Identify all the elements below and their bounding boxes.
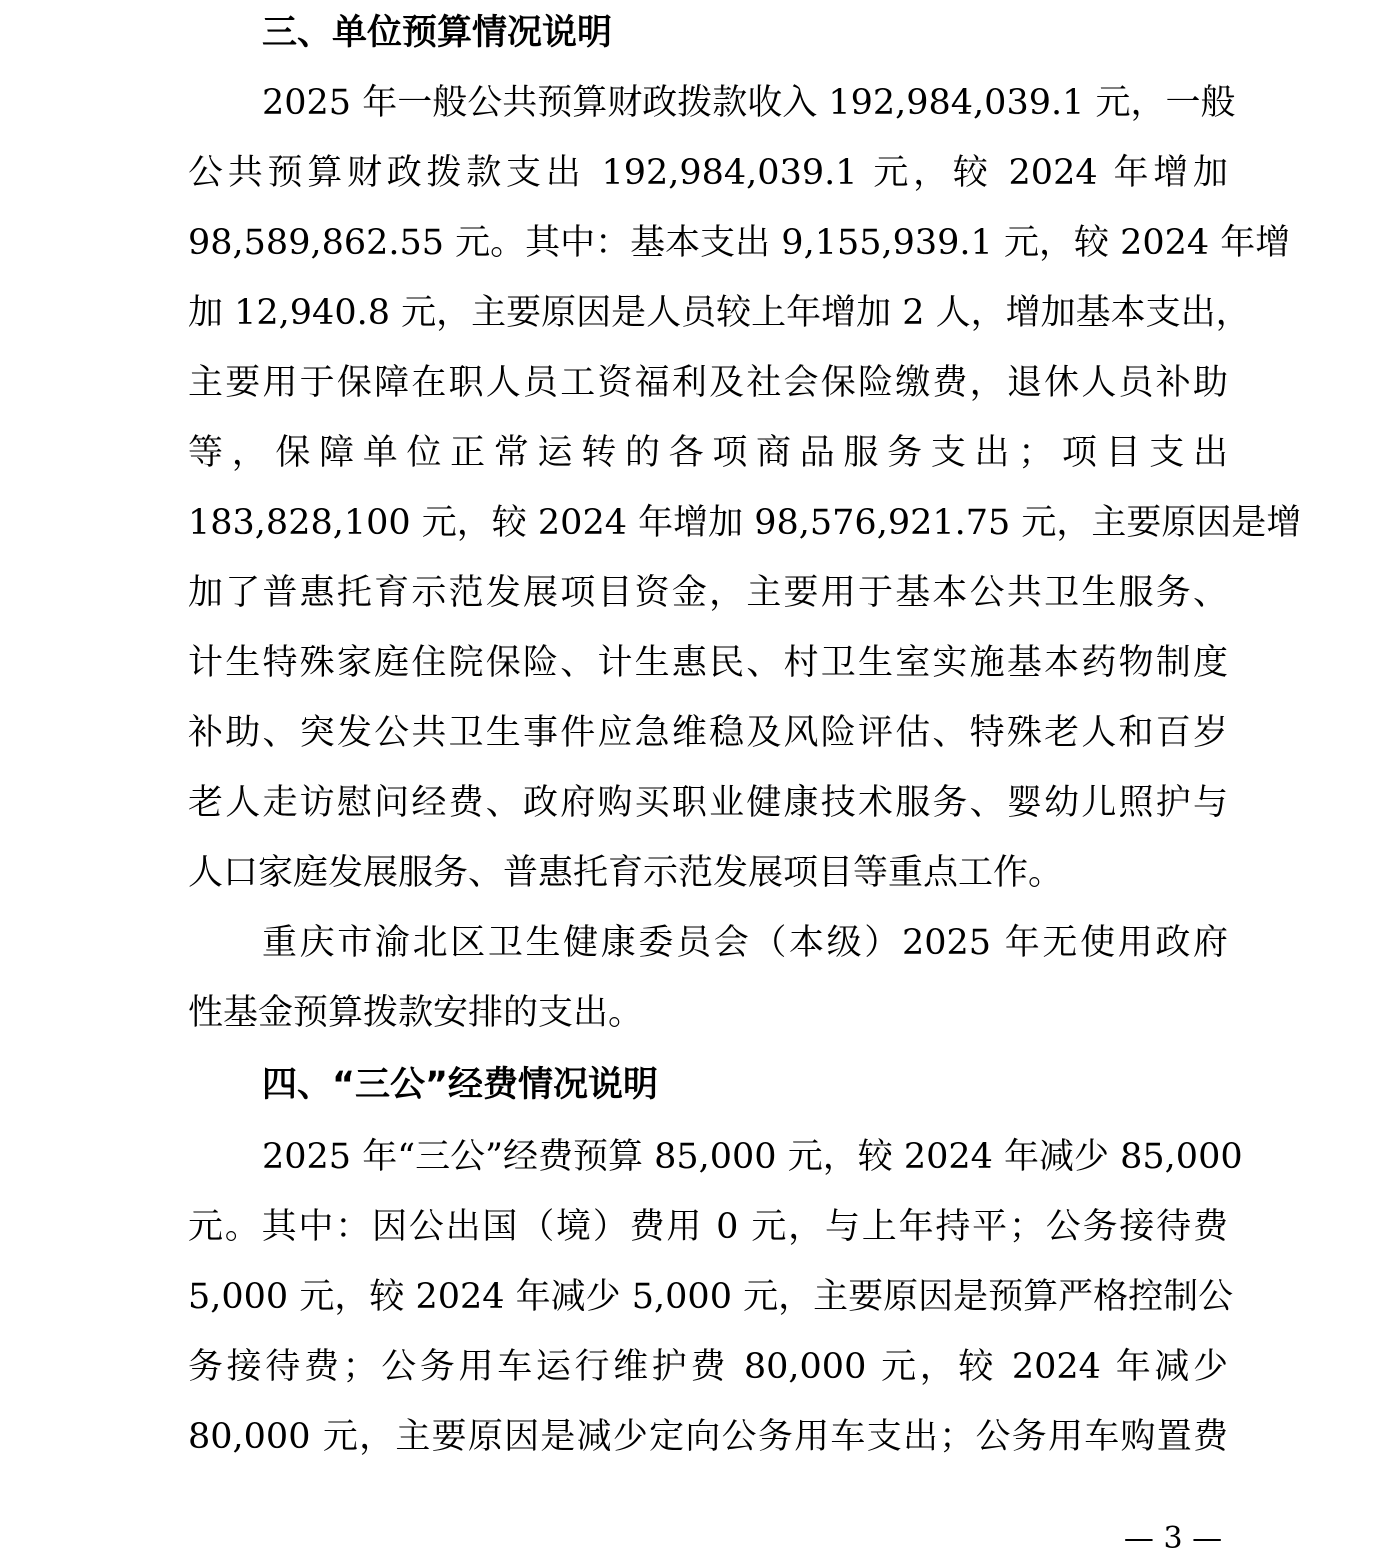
paragraph-line: 等，保障单位正常运转的各项商品服务支出；项目支出 — [188, 433, 1228, 473]
paragraph-line: 加 12,940.8 元，主要原因是人员较上年增加 2 人，增加基本支出， — [188, 293, 1251, 333]
paragraph-line: 老人走访慰问经费、政府购买职业健康技术服务、婴幼儿照护与 — [188, 783, 1228, 823]
paragraph-line: 性基金预算拨款安排的支出。 — [188, 993, 644, 1033]
page-number: — 3 — — [1123, 1521, 1223, 1556]
section-heading-three-public-expenses: 四、“三公”经费情况说明 — [262, 1065, 659, 1105]
paragraph-line: 计生特殊家庭住院保险、计生惠民、村卫生室实施基本药物制度 — [188, 643, 1228, 683]
paragraph-line: 主要用于保障在职人员工资福利及社会保险缴费，退休人员补助 — [188, 363, 1228, 403]
paragraph-line: 5,000 元，较 2024 年减少 5,000 元，主要原因是预算严格控制公 — [188, 1277, 1234, 1317]
paragraph-line: 98,589,862.55 元。其中：基本支出 9,155,939.1 元，较 2024 年增 — [188, 223, 1291, 263]
paragraph-line: 2025 年一般公共预算财政拨款收入 192,984,039.1 元，一般 — [262, 83, 1236, 123]
paragraph-line: 重庆市渝北区卫生健康委员会（本级）2025 年无使用政府 — [262, 923, 1228, 963]
paragraph-line: 补助、突发公共卫生事件应急维稳及风险评估、特殊老人和百岁 — [188, 713, 1228, 753]
paragraph-line: 80,000 元，主要原因是减少定向公务用车支出；公务用车购置费 — [188, 1417, 1228, 1457]
paragraph-line: 公共预算财政拨款支出 192,984,039.1 元，较 2024 年增加 — [188, 153, 1228, 193]
paragraph-line: 务接待费；公务用车运行维护费 80,000 元，较 2024 年减少 — [188, 1347, 1228, 1387]
paragraph-line: 2025 年“三公”经费预算 85,000 元，较 2024 年减少 85,000 — [262, 1137, 1243, 1177]
paragraph-line: 元。其中：因公出国（境）费用 0 元，与上年持平；公务接待费 — [188, 1207, 1228, 1247]
paragraph-line: 183,828,100 元，较 2024 年增加 98,576,921.75 元，主要原因是增 — [188, 503, 1302, 543]
section-heading-budget: 三、单位预算情况说明 — [262, 13, 613, 53]
paragraph-line: 加了普惠托育示范发展项目资金，主要用于基本公共卫生服务、 — [188, 573, 1228, 613]
paragraph-line: 人口家庭发展服务、普惠托育示范发展项目等重点工作。 — [188, 853, 1064, 893]
